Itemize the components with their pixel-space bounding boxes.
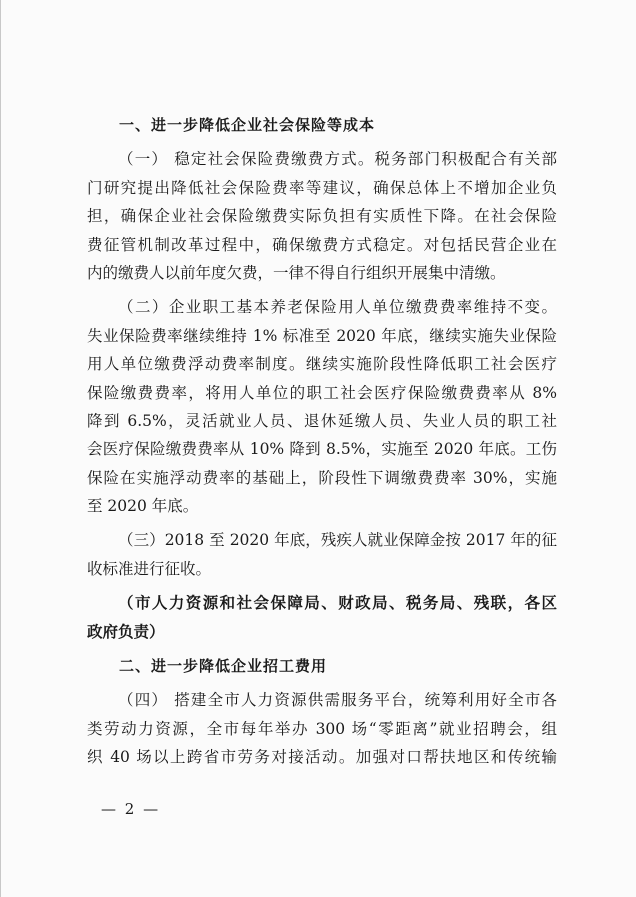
responsible-departments bbox=[87, 589, 557, 646]
paragraph-1 bbox=[87, 145, 557, 287]
section-1-heading: 一、进一步降低企业社会保险等成本 bbox=[119, 116, 376, 134]
paragraph-line: 保险缴费费率，将用人单位的职工社会医疗保险缴费费率从 8% bbox=[87, 383, 557, 402]
paragraph-line: 门研究提出降低社会保险费率等建议，确保总体上不增加企业负 bbox=[87, 178, 557, 197]
page-number: — 2 — bbox=[101, 800, 161, 818]
paragraph-line: （三）2018 至 2020 年底，残疾人就业保障金按 2017 年的征 bbox=[118, 531, 557, 550]
paragraph-line: 降到 6.5%，灵活就业人员、退休延缴人员、失业人员的职工社 bbox=[87, 411, 557, 430]
paragraph-line: 费征管机制改革过程中，确保缴费方式稳定。对包括民营企业在 bbox=[87, 235, 557, 254]
paragraph-line: 失业保险费率继续维持 1% 标准至 2020 年底，继续实施失业保险 bbox=[87, 326, 557, 345]
section-2-heading: 二、进一步降低企业招工费用 bbox=[119, 657, 328, 676]
paragraph-line: （四） 搭建全市人力资源供需服务平台，统筹利用好全市各 bbox=[118, 691, 557, 710]
paragraph-line: （一） 稳定社会保险费缴费方式。税务部门积极配合有关部 bbox=[118, 150, 557, 169]
paragraph-line: 至 2020 年底。 bbox=[87, 497, 199, 516]
responsible-line: 政府负责） bbox=[87, 621, 165, 641]
document-body bbox=[87, 111, 557, 772]
paragraph-line: 担，确保企业社会保险缴费实际负担有实质性下降。在社会保险 bbox=[87, 207, 557, 226]
paragraph-line: 用人单位缴费浮动费率制度。继续实施阶段性降低职工社会医疗 bbox=[87, 355, 557, 374]
responsible-line: （市人力资源和社会保障局、财政局、税务局、残联，各区 bbox=[118, 593, 557, 613]
paragraph-2 bbox=[87, 293, 557, 520]
paragraph-line: 会医疗保险缴费费率从 10% 降到 8.5%，实施至 2020 年底。工伤 bbox=[87, 440, 557, 459]
paragraph-4 bbox=[87, 686, 557, 771]
paragraph-line: 内的缴费人以前年度欠费，一律不得自行组织开展集中清缴。 bbox=[87, 263, 506, 282]
paragraph-3 bbox=[87, 526, 557, 583]
paragraph-line: 织 40 场以上跨省市劳务对接活动。加强对口帮扶地区和传统输 bbox=[87, 748, 557, 767]
paragraph-line: （二）企业职工基本养老保险用人单位缴费费率维持不变。 bbox=[118, 298, 557, 317]
paragraph-line: 保险在实施浮动费率的基础上，阶段性下调缴费费率 30%，实施 bbox=[87, 468, 557, 487]
paragraph-line: 收标准进行征收。 bbox=[87, 559, 212, 578]
paragraph-line: 类劳动力资源，全市每年举办 300 场“零距离”就业招聘会，组 bbox=[87, 719, 557, 738]
